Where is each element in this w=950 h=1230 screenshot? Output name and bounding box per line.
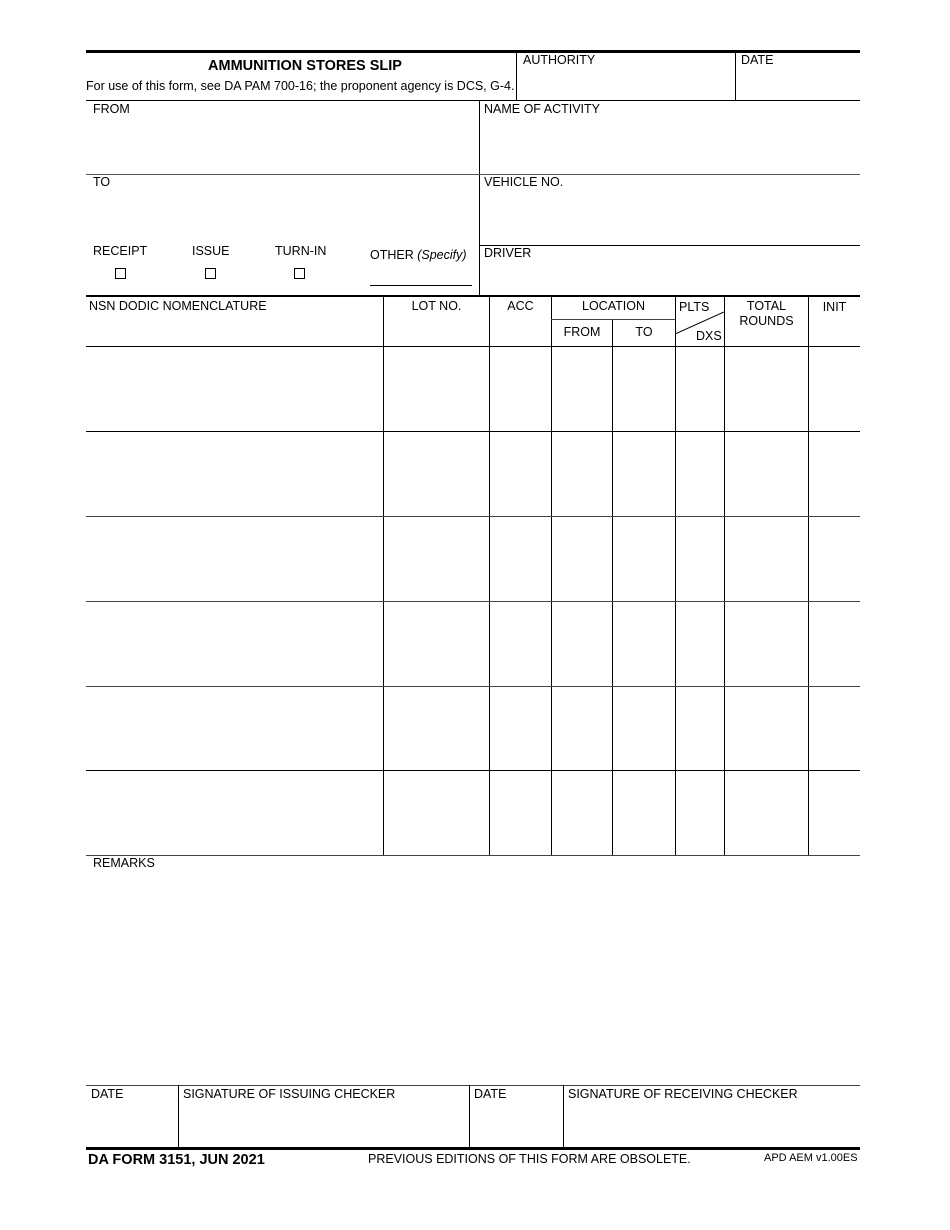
authority-label: AUTHORITY [523,53,596,67]
receiving-checker-label: SIGNATURE OF RECEIVING CHECKER [568,1087,798,1101]
divider [479,245,860,246]
row-line [86,601,860,602]
col-header-total: TOTAL [746,299,787,313]
issue-checkbox[interactable] [205,268,216,279]
authority-field[interactable] [517,68,734,99]
col-header-lot: LOT NO. [411,299,462,313]
date-field[interactable] [736,68,859,99]
location-subdivider [551,319,675,320]
col-header-plts: PLTS [679,300,710,314]
table-row[interactable] [87,518,859,600]
other-specify-field[interactable] [370,266,472,286]
obsolete-note: PREVIOUS EDITIONS OF THIS FORM ARE OBSOLETE. [368,1152,691,1166]
vehicle-field[interactable] [481,190,859,244]
divider [86,174,860,175]
other-hint: (Specify) [417,248,467,262]
table-row[interactable] [87,348,859,430]
row-line [86,431,860,432]
turnin-label: TURN-IN [275,244,327,258]
issue-date-label: DATE [91,1087,124,1101]
form-title: AMMUNITION STORES SLIP [208,58,402,74]
col-header-dxs: DXS [696,329,722,343]
to-field[interactable] [87,190,477,244]
party-divider [479,100,480,296]
row-line [86,686,860,687]
activity-field[interactable] [481,117,859,172]
remarks-field[interactable] [87,872,859,1082]
table-row[interactable] [87,433,859,515]
col-header-loc-to: TO [635,325,653,339]
table-row[interactable] [87,688,859,769]
issuing-checker-label: SIGNATURE OF ISSUING CHECKER [183,1087,396,1101]
row-line [86,855,860,856]
row-line [86,346,860,347]
col-header-acc: ACC [507,299,534,313]
receive-date-field[interactable] [470,1102,562,1146]
receipt-checkbox[interactable] [115,268,126,279]
to-label: TO [93,175,111,189]
other-text: OTHER [370,248,414,262]
issue-label: ISSUE [192,244,230,258]
remarks-label: REMARKS [93,856,155,870]
from-field[interactable] [87,117,477,172]
col-header-loc-from: FROM [563,325,601,339]
turnin-checkbox[interactable] [294,268,305,279]
bottom-border [86,1147,860,1150]
from-label: FROM [93,102,130,116]
form-number: DA FORM 3151, JUN 2021 [88,1152,265,1168]
col-header-rounds: ROUNDS [739,314,794,328]
activity-label: NAME OF ACTIVITY [484,102,600,116]
table-row[interactable] [87,772,859,854]
row-line [86,770,860,771]
vehicle-label: VEHICLE NO. [484,175,564,189]
row-line [86,516,860,517]
signature-top-line [86,1085,860,1086]
version-label: APD AEM v1.00ES [764,1152,858,1164]
table-row[interactable] [87,603,859,685]
col-header-location: LOCATION [582,299,645,313]
col-header-nomenclature: NSN DODIC NOMENCLATURE [89,299,267,313]
issue-date-field[interactable] [87,1102,177,1146]
receipt-label: RECEIPT [93,244,148,258]
issuing-checker-signature[interactable] [179,1102,468,1146]
driver-field[interactable] [481,261,859,294]
receive-date-label: DATE [474,1087,507,1101]
table-top-border [86,295,860,297]
col-header-init: INIT [822,300,847,314]
date-label: DATE [741,53,774,67]
other-label [370,248,467,262]
driver-label: DRIVER [484,246,532,260]
receiving-checker-signature[interactable] [564,1102,859,1146]
header-bottom-line [86,100,860,101]
form-subtitle: For use of this form, see DA PAM 700-16; the proponent agency is DCS, G-4. [86,79,515,93]
